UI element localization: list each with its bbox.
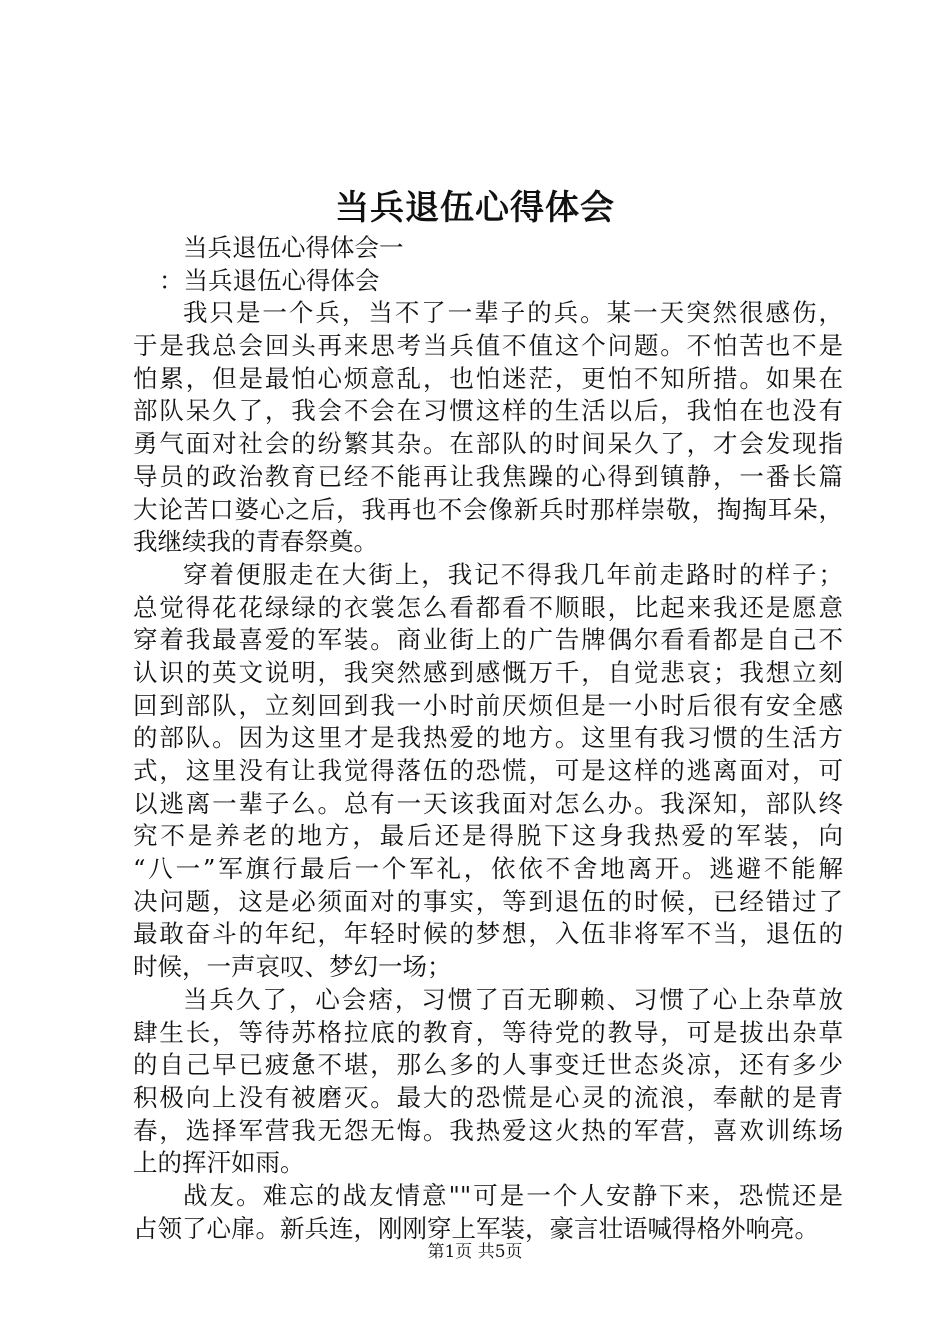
paragraph-line: 积极向上没有被磨灭。最大的恐慌是心灵的流浪，奉献的是青 bbox=[133, 1082, 843, 1112]
paragraph-line: 我只是一个兵，当不了一辈子的兵。某一天突然很感伤， bbox=[183, 298, 843, 328]
paragraph-line: 当兵久了，心会痞，习惯了百无聊赖、习惯了心上杂草放 bbox=[183, 984, 843, 1014]
paragraph bbox=[133, 559, 843, 984]
paragraph bbox=[133, 984, 843, 1180]
paragraph bbox=[133, 1180, 843, 1245]
paragraph-line: 导员的政治教育已经不能再让我焦躁的心得到镇静，一番长篇 bbox=[133, 461, 843, 491]
paragraph-line: 式，这里没有让我觉得落伍的恐慌，可是这样的逃离面对，可 bbox=[133, 756, 843, 785]
paragraph-line: 认识的英文说明，我突然感到感慨万千，自觉悲哀；我想立刻 bbox=[133, 657, 843, 687]
paragraph-line: 以逃离一辈子么。总有一天该我面对怎么办。我深知，部队终 bbox=[133, 788, 843, 818]
paragraph-line: 部队呆久了，我会不会在习惯这样的生活以后，我怕在也没有 bbox=[133, 396, 843, 426]
paragraph-line: 的部队。因为这里才是我热爱的地方。这里有我习惯的生活方 bbox=[133, 723, 843, 753]
paragraph-line: 穿着我最喜爱的军装。商业街上的广告牌偶尔看看都是自己不 bbox=[133, 625, 843, 655]
paragraph-line: 怕累，但是最怕心烦意乱，也怕迷茫，更怕不知所措。如果在 bbox=[133, 363, 843, 393]
paragraph-line: 大论苦口婆心之后，我再也不会像新兵时那样崇敬，掏掏耳朵， bbox=[133, 494, 843, 524]
paragraph-line: 的自己早已疲惫不堪，那么多的人事变迁世态炎凉，还有多少 bbox=[133, 1050, 843, 1080]
subtitle-line: ：当兵退伍心得体会 bbox=[159, 265, 380, 295]
subtitle-line: 当兵退伍心得体会一 bbox=[183, 233, 404, 262]
paragraph-line: 究不是养老的地方，最后还是得脱下这身我热爱的军装，向 bbox=[133, 821, 843, 851]
paragraph bbox=[133, 297, 843, 559]
paragraph-line: 穿着便服走在大街上，我记不得我几年前走路时的样子； bbox=[183, 559, 843, 589]
paragraph-line: 时候，一声哀叹、梦幻一场； bbox=[133, 952, 452, 982]
paragraph-line: 勇气面对社会的纷繁其杂。在部队的时间呆久了，才会发现指 bbox=[133, 429, 843, 459]
paragraph-line: 战友。难忘的战友情意""可是一个人安静下来，恐慌还是 bbox=[183, 1180, 843, 1210]
paragraph-line: 最敢奋斗的年纪，年轻时候的梦想，入伍非将军不当，退伍的 bbox=[133, 919, 843, 949]
paragraph-line: 肆生长，等待苏格拉底的教育，等待党的教导，可是拔出杂草 bbox=[133, 1017, 843, 1047]
paragraph-line: 我继续我的青春祭奠。 bbox=[133, 527, 378, 557]
paragraph-line: 决问题，这是必须面对的事实，等到退伍的时候，已经错过了 bbox=[133, 886, 843, 916]
paragraph-line: 总觉得花花绿绿的衣裳怎么看都看不顺眼，比起来我还是愿意 bbox=[133, 592, 843, 622]
page-footer: 第1页 共5页 bbox=[427, 1242, 523, 1262]
paragraph-line: 于是我总会回头再来思考当兵值不值这个问题。不怕苦也不是 bbox=[133, 331, 843, 361]
document-body bbox=[133, 232, 843, 1245]
paragraph-line: 占领了心扉。新兵连，刚刚穿上军装，豪言壮语喊得格外响亮。 bbox=[133, 1213, 819, 1243]
paragraph-list bbox=[133, 297, 843, 1245]
paragraph-line: “八一”军旗行最后一个军礼，依依不舍地离开。逃避不能解 bbox=[133, 854, 843, 884]
document-title: 当兵退伍心得体会 bbox=[335, 188, 615, 228]
paragraph-line: 春，选择军营我无怨无悔。我热爱这火热的军营，喜欢训练场 bbox=[133, 1115, 843, 1145]
paragraph-line: 回到部队，立刻回到我一小时前厌烦但是一小时后很有安全感 bbox=[133, 690, 843, 720]
paragraph-line: 上的挥汗如雨。 bbox=[133, 1148, 305, 1178]
